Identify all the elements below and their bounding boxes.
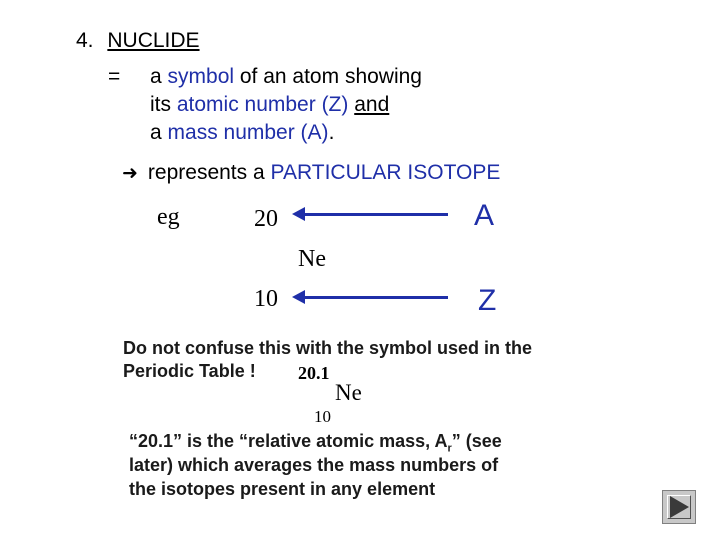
explanation-line-3: the isotopes present in any element [129,479,436,499]
note-line: ➜ represents a PARTICULAR ISOTOPE [122,161,501,184]
definition-line-1: a symbol of an atom showing [150,65,422,88]
periodic-line-1: Do not confuse this with the symbol used in the [123,338,533,358]
subscript-r: r [447,442,452,455]
next-slide-icon [670,496,689,518]
periodic-atomic-number: 10 [314,407,331,426]
label-a: A [474,199,495,232]
definition-equals: = [108,65,121,88]
periodic-mass: 20.1 [298,363,330,383]
example-atomic-number: 10 [254,286,278,312]
term-mass-number: mass number (A) [167,121,329,144]
right-arrow-icon: ➜ [122,162,138,184]
arrow-to-mass-number [304,213,448,216]
example-mass-number: 20 [254,206,278,232]
definition-line-2: its atomic number (Z) and [150,93,390,116]
heading-title: NUCLIDE [107,29,200,52]
term-symbol: symbol [167,65,235,88]
explanation-line-1: “20.1” is the “relative atomic mass, $A_r$” (see [129,431,502,455]
explanation-line-2: later) which averages the mass numbers of [129,455,499,475]
example-eg: eg [157,204,180,230]
underlined-and: and [354,93,390,116]
periodic-line-2: Periodic Table ! [123,361,256,381]
particular-isotope: PARTICULAR ISOTOPE [270,161,501,184]
next-slide-button[interactable] [662,490,696,524]
definition-line-3: a mass number (A). [150,121,335,144]
term-atomic-number: atomic number (Z) [176,93,349,116]
example-symbol: Ne [298,246,326,272]
label-z: Z [478,284,497,317]
arrow-to-atomic-number [304,296,448,299]
heading [76,29,200,53]
periodic-symbol: Ne [335,380,362,405]
heading-number: 4. [76,29,94,52]
